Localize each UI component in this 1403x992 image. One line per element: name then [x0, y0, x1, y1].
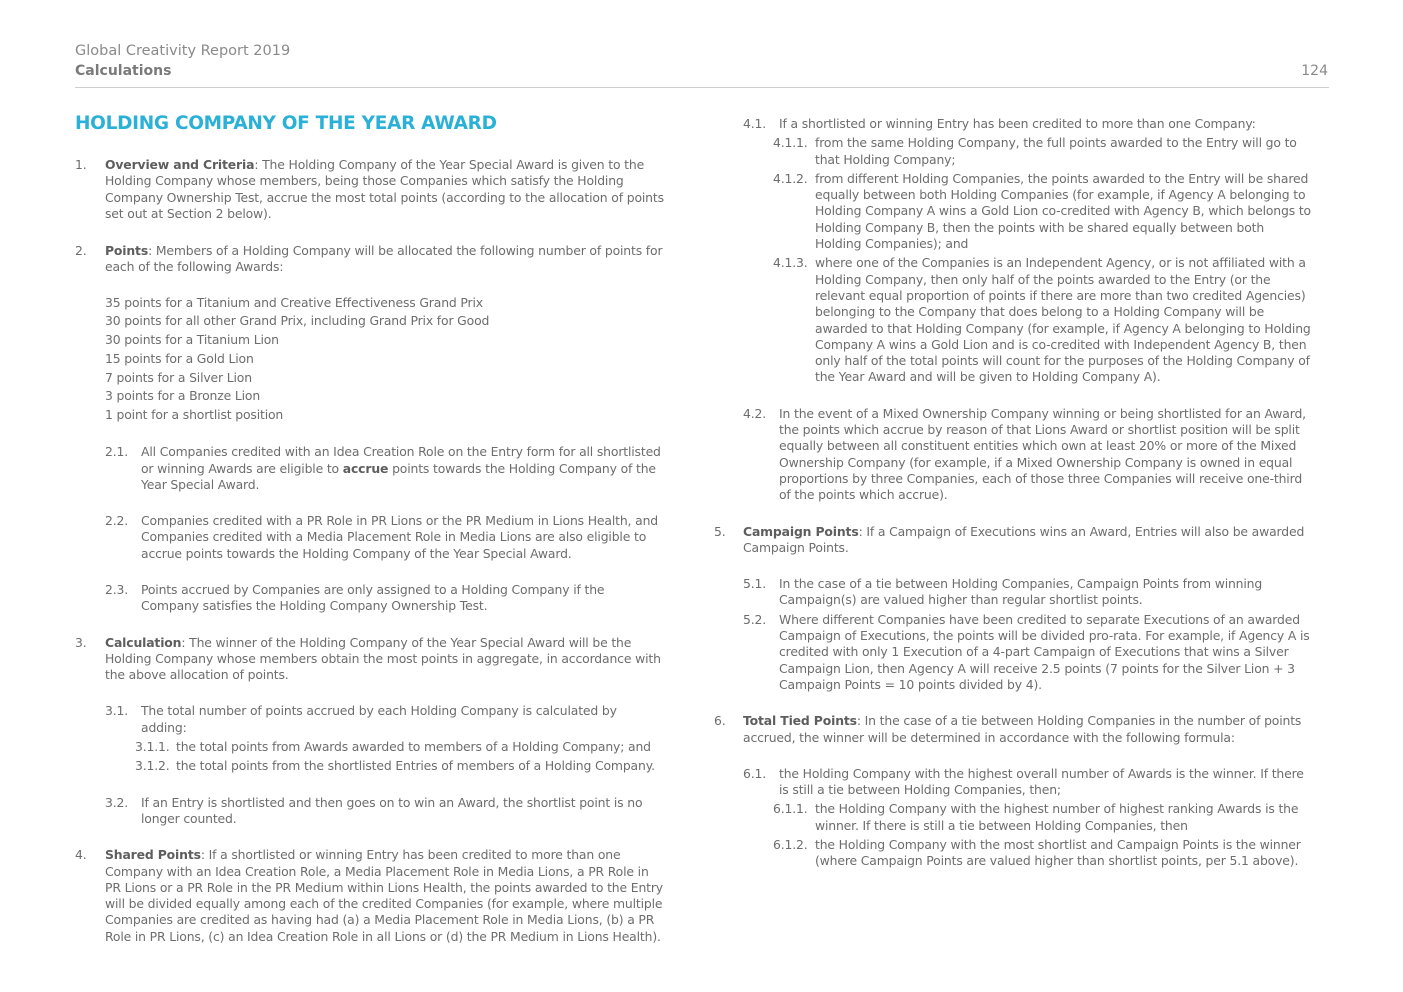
clause-4-1-2 [714, 171, 1314, 252]
clause-text: the Holding Company with the highest number of highest ranking Awards is the winner. If there is still a tie between Holding Companies, then [815, 801, 1299, 833]
clause-text: The total number of points accrued by each Holding Company is calculated by adding: [141, 703, 617, 735]
right-column [714, 116, 1314, 870]
section-text: : If a shortlisted or winning Entry has been credited to more than one Company with an Idea Creation Role, a Media Placement Role in Media Lions, a PR Role in PR Lions or a PR Role in the PR Medium within Lions Health, the points awarded to the Entry will be divided equally among each of the credited Companies (for example, where multiple Companies are credited as having had (a) a Media Placement Role in Media Lions, (b) a PR Role in PR Lions, (c) an Idea Creation Role in all Lions or (d) the PR Medium in Lions Health). [105, 847, 663, 944]
clause-3-2 [75, 795, 665, 828]
points-list-item: 3 points for a Bronze Lion [105, 388, 261, 404]
clause-number: 6.1.2. [773, 836, 808, 852]
clause-4-1-3 [714, 255, 1314, 385]
clause-number: 4.1.2. [773, 170, 808, 186]
points-list-item: 35 points for a Titanium and Creative Effectiveness Grand Prix [105, 294, 483, 310]
section-label: Overview and Criteria [105, 157, 255, 172]
clause-3-1 [75, 703, 665, 736]
clause-2-1 [75, 444, 665, 493]
clause-text: All Companies credited with an Idea Creation Role on the Entry form for all shortlisted or winning Awards are eligible to [141, 444, 661, 476]
points-list-item: 7 points for a Silver Lion [105, 369, 252, 385]
clause-number: 4.1. [743, 116, 767, 131]
clause-4-2 [714, 406, 1314, 504]
clause-number: 3.2. [105, 794, 129, 810]
clause-number: 6.1.1. [773, 801, 808, 817]
section-number: 1. [75, 157, 87, 172]
clause-4-1-1 [714, 135, 1314, 168]
clause-2-2 [75, 513, 665, 562]
clause-text: the total points from Awards awarded to members of a Holding Company; and [176, 739, 651, 755]
clause-number: 5.1. [743, 576, 767, 592]
page-number: 124 [1301, 63, 1328, 79]
clause-number: 3.1.2. [135, 758, 170, 774]
clause-emphasis: accrue [342, 460, 389, 476]
clause-number: 3.1.1. [135, 739, 170, 755]
clause-number: 6.1. [743, 765, 767, 781]
clause-number: 4.1.3. [773, 255, 808, 271]
clause-number: 2.2. [105, 513, 129, 529]
clause-6-1-2 [714, 837, 1314, 870]
section-label: Campaign Points [743, 523, 859, 539]
clause-text: the Holding Company with the most shortlist and Campaign Points is the winner (where Campaign Points are valued higher than shortlist points, per 5.1 above). [815, 836, 1301, 869]
clause-text: If a shortlisted or winning Entry has been credited to more than one Company: [779, 116, 1256, 131]
clause-text: from different Holding Companies, the points awarded to the Entry will be shared equally between both Holding Companies (for example, if Agency A belonging to Holding Company A wins a Gold Lion co-credited with Agency B, which belongs to Holding Company B, then the points with be shared equally between both Holding Companies); and [815, 170, 1311, 252]
section-label: Calculation [105, 634, 182, 650]
clause-3-1-1 [75, 739, 665, 755]
clause-text: In the case of a tie between Holding Companies, Campaign Points from winning Campaign(s) are valued higher than regular shortlist points. [779, 576, 1263, 608]
section-label: Shared Points [105, 847, 201, 863]
section-1 [75, 157, 665, 222]
clause-text: the total points from the shortlisted Entries of members of a Holding Company. [176, 758, 655, 774]
section-6 [714, 713, 1314, 746]
clause-text: Companies credited with a PR Role in PR Lions or the PR Medium in Lions Health, and Companies credited with a Media Placement Role in Media Lions are also eligible to accrue points towards the Holding Company of the Year Special Award. [141, 513, 658, 561]
report-title: Global Creativity Report 2019 [75, 43, 291, 59]
clause-2-3 [75, 582, 665, 615]
section-text: : The Holding Company of the Year Special Award is given to the Holding Company whose members, being those Companies which satisfy the Holding Company Ownership Test, accrue the most total points (according to the allocation of points set out at Section 2 below). [105, 157, 664, 221]
section-number: 2. [75, 243, 87, 259]
clause-number: 4.1.1. [773, 135, 808, 151]
clause-number: 2.1. [105, 444, 129, 460]
points-list-item: 1 point for a shortlist position [105, 406, 284, 422]
section-3 [75, 635, 665, 684]
clause-5-1 [714, 576, 1314, 609]
section-text: : Members of a Holding Company will be allocated the following number of points for each of the following Awards: [105, 243, 663, 275]
section-5 [714, 524, 1314, 557]
clause-4-1 [714, 116, 1314, 132]
clause-number: 3.1. [105, 703, 129, 719]
page-heading: HOLDING COMPANY OF THE YEAR AWARD [75, 113, 497, 134]
section-number: 4. [75, 847, 87, 863]
clause-text: where one of the Companies is an Independent Agency, or is not affiliated with a Holding Company, then only half of the points awarded to the Entry (or the relevant equal proportion of points if there are more than two credited Agencies) belonging to the Company that does belong to a Holding Company will be awarded to that Holding Company (for example, if Agency A belonging to Holding Company A wins a Gold Lion and is co-credited with Independent Agency B, then only half of the total points will count for the purposes of the Holding Company of the Year Award and will be given to Holding Company A). [815, 255, 1311, 385]
section-label: Total Tied Points [743, 713, 857, 729]
clause-text: the Holding Company with the highest overall number of Awards is the winner. If there is still a tie between Holding Companies, then; [779, 765, 1304, 798]
section-number: 5. [714, 523, 726, 539]
clause-text: In the event of a Mixed Ownership Company winning or being shortlisted for an Award, the points which accrue by reason of that Lions Award or shortlist position will be split equally between all constituent entities which own at least 20% or more of the Mixed Ownership Company (for example, if a Mixed Ownership Company is owned in equal proportions by three Companies, each of those three Companies will receive one-third of the points which accrue). [779, 405, 1306, 503]
clause-number: 2.3. [105, 581, 129, 597]
points-list [75, 295, 665, 423]
section-text: : The winner of the Holding Company of the Year Special Award will be the Holding Company whose members obtain the most points in aggregate, in accordance with the above allocation of points. [105, 634, 661, 683]
section-number: 3. [75, 634, 87, 650]
header-divider [75, 87, 1329, 88]
clause-text: If an Entry is shortlisted and then goes on to win an Award, the shortlist point is no longer counted. [141, 794, 643, 826]
left-column [75, 157, 665, 945]
section-text: : If a Campaign of Executions wins an Award, Entries will also be awarded Campaign Points. [743, 523, 1305, 555]
clause-number: 4.2. [743, 405, 767, 421]
points-list-item: 30 points for all other Grand Prix, including Grand Prix for Good [105, 313, 490, 329]
clause-text: Points accrued by Companies are only assigned to a Holding Company if the Company satisfies the Holding Company Ownership Test. [141, 581, 605, 614]
points-list-item: 15 points for a Gold Lion [105, 350, 254, 366]
clause-6-1-1 [714, 801, 1314, 834]
section-4 [75, 847, 665, 945]
section-label: Points [105, 243, 149, 259]
clause-5-2 [714, 612, 1314, 693]
clause-6-1 [714, 766, 1314, 799]
clause-text: Where different Companies have been credited to separate Executions of an awarded Campaign of Executions, the points will be divided pro-rata. For example, if Agency A is credited with only 1 Execution of a 4-part Campaign of Executions that wins a Silver Campaign Lion, then Agency A will receive 2.5 points (7 points for the Silver Lion + 3 Campaign Points = 10 points divided by 4). [779, 611, 1310, 692]
clause-3-1-2 [75, 758, 665, 774]
clause-text: from the same Holding Company, the full points awarded to the Entry will go to that Holding Company; [815, 135, 1297, 167]
clause-text: points towards the Holding Company of the Year Special Award. [141, 460, 656, 492]
section-text: : In the case of a tie between Holding Companies in the number of points accrued, the winner will be determined in accordance with the following formula: [743, 713, 1302, 745]
points-list-item: 30 points for a Titanium Lion [105, 332, 279, 348]
section-title: Calculations [75, 63, 172, 79]
section-2 [75, 243, 665, 276]
clause-number: 5.2. [743, 611, 767, 627]
section-number: 6. [714, 713, 726, 729]
